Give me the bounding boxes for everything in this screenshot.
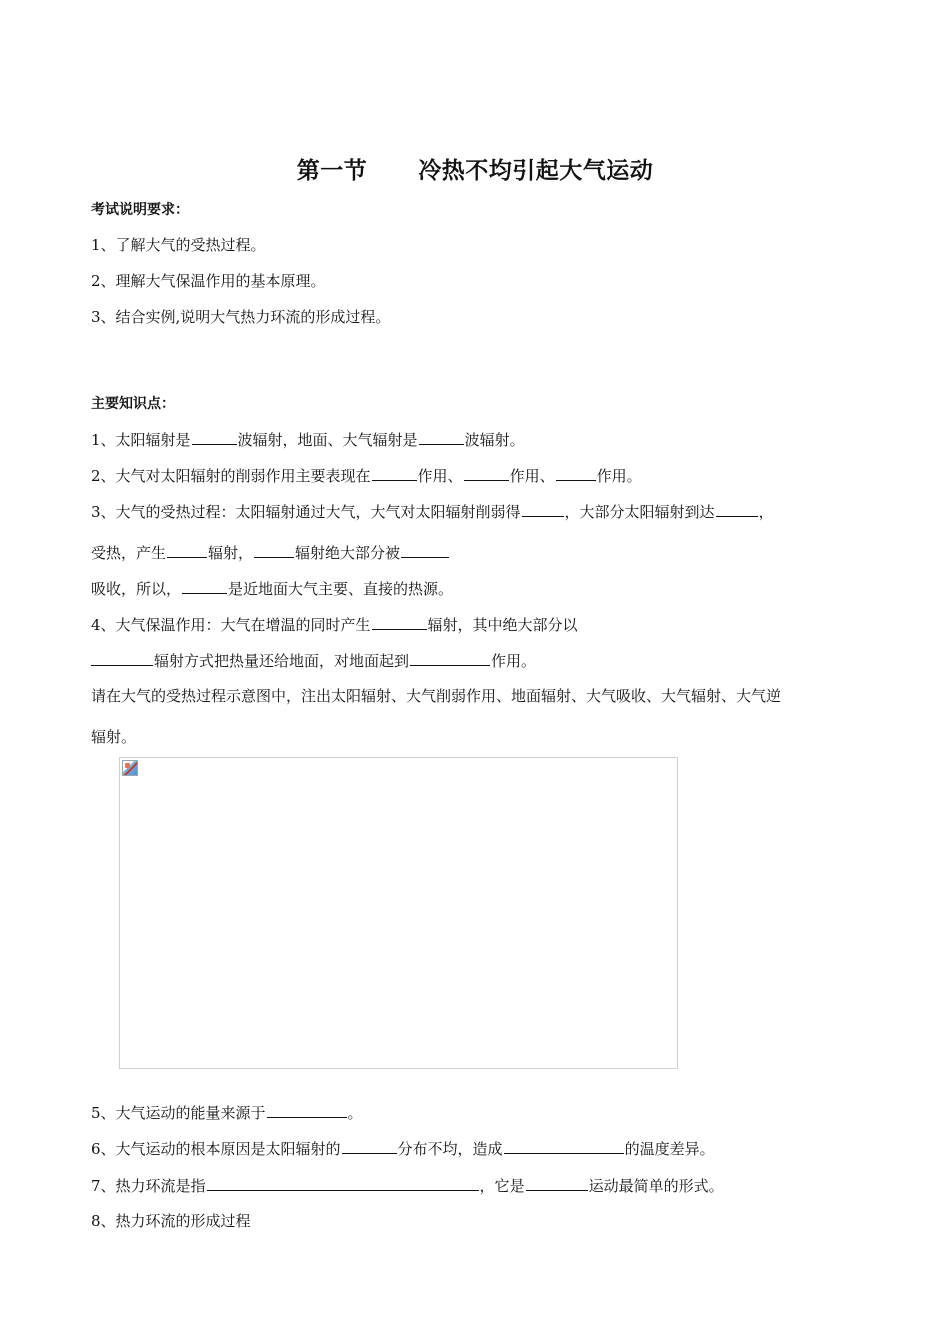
fill-blank[interactable]	[372, 465, 417, 481]
text-segment: 吸收，所以，	[91, 580, 182, 598]
requirement-item-2: 2、理解大气保温作用的基本原理。	[91, 272, 326, 290]
fill-blank[interactable]	[716, 501, 758, 517]
knowledge-item-3	[91, 501, 774, 522]
text-segment: 作用。	[491, 652, 537, 670]
text-segment: 1、太阳辐射是	[91, 431, 191, 449]
page-title: 第一节 冷热不均引起大气运动	[296, 158, 654, 184]
fill-blank[interactable]	[342, 1138, 397, 1154]
knowledge-item-6	[91, 1138, 715, 1159]
text-segment: 3、大气的受热过程：太阳辐射通过大气，大气对太阳辐射削弱得	[91, 503, 521, 521]
diagram-instruction: 请在大气的受热过程示意图中，注出太阳辐射、大气削弱作用、地面辐射、大气吸收、大气辐射、大气逆	[91, 687, 782, 705]
fill-blank[interactable]	[91, 650, 153, 666]
fill-blank[interactable]	[192, 429, 237, 445]
text-segment: 5、大气运动的能量来源于	[91, 1104, 266, 1122]
requirement-item-1: 1、了解大气的受热过程。	[91, 236, 266, 254]
fill-blank[interactable]	[401, 542, 449, 558]
heating-process-diagram-placeholder	[119, 757, 678, 1069]
fill-blank[interactable]	[464, 465, 509, 481]
text-segment: 4、大气保温作用：大气在增温的同时产生	[91, 616, 371, 634]
knowledge-item-3-cont-2	[91, 578, 453, 599]
knowledge-item-4	[91, 614, 578, 635]
text-segment: 辐射绝大部分被	[295, 544, 401, 562]
fill-blank[interactable]	[522, 501, 564, 517]
knowledge-item-5	[91, 1102, 363, 1123]
text-segment: 6、大气运动的根本原因是太阳辐射的	[91, 1140, 341, 1158]
text-segment: 受热，产生	[91, 544, 167, 562]
fill-blank[interactable]	[207, 1175, 479, 1191]
knowledge-item-8: 8、热力环流的形成过程	[91, 1212, 251, 1230]
text-segment: ，	[758, 503, 774, 521]
text-segment: 辐射，	[208, 544, 254, 562]
text-segment: 的温度差异。	[624, 1140, 715, 1158]
fill-blank[interactable]	[526, 1175, 588, 1191]
fill-blank[interactable]	[372, 614, 427, 630]
fill-blank[interactable]	[167, 542, 207, 558]
knowledge-item-4-cont	[91, 650, 536, 671]
knowledge-heading: 主要知识点：	[91, 396, 175, 412]
knowledge-item-3-cont	[91, 542, 450, 563]
fill-blank[interactable]	[504, 1138, 624, 1154]
fill-blank[interactable]	[419, 429, 464, 445]
fill-blank[interactable]	[410, 650, 490, 666]
text-segment: ，大部分太阳辐射到达	[564, 503, 715, 521]
text-segment: 波辐射。	[464, 431, 525, 449]
text-segment: 波辐射，地面、大气辐射是	[237, 431, 418, 449]
text-segment: 7、热力环流是指	[91, 1177, 206, 1195]
knowledge-item-1	[91, 429, 525, 450]
fill-blank[interactable]	[267, 1102, 347, 1118]
diagram-instruction-cont: 辐射。	[91, 728, 137, 746]
text-segment: 作用、	[509, 467, 555, 485]
text-segment: 辐射，其中绝大部分以	[427, 616, 578, 634]
text-segment: ，它是	[479, 1177, 525, 1195]
text-segment: 辐射方式把热量还给地面，对地面起到	[154, 652, 410, 670]
fill-blank[interactable]	[182, 578, 227, 594]
text-segment: 分布不均，造成	[397, 1140, 503, 1158]
broken-image-icon	[122, 760, 138, 776]
text-segment: 作用。	[596, 467, 642, 485]
exam-requirements-heading: 考试说明要求：	[91, 202, 189, 218]
fill-blank[interactable]	[556, 465, 596, 481]
text-segment: 是近地面大气主要、直接的热源。	[228, 580, 454, 598]
text-segment: 。	[347, 1104, 363, 1122]
text-segment: 运动最简单的形式。	[588, 1177, 724, 1195]
fill-blank[interactable]	[254, 542, 294, 558]
requirement-item-3: 3、结合实例,说明大气热力环流的形成过程。	[91, 308, 391, 326]
text-segment: 作用、	[417, 467, 463, 485]
knowledge-item-7	[91, 1175, 724, 1196]
text-segment: 2、大气对太阳辐射的削弱作用主要表现在	[91, 467, 371, 485]
knowledge-item-2	[91, 465, 642, 486]
